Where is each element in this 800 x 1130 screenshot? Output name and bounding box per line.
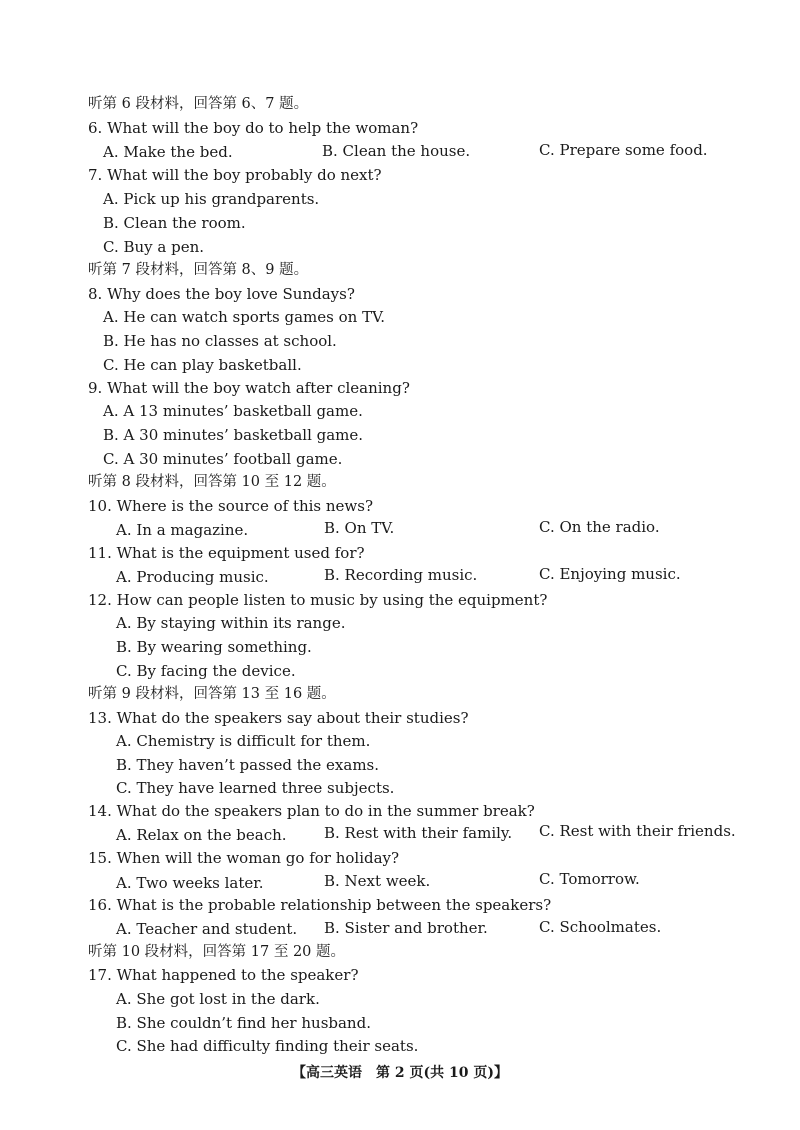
- question-15: 15. When will the woman go for holiday?: [88, 849, 400, 867]
- option-c: C. Schoolmates.: [539, 918, 662, 936]
- option-a: A. Pick up his grandparents.: [103, 190, 320, 208]
- option-c: C. A 30 minutes’ football game.: [103, 450, 343, 468]
- option-a: A. Relax on the beach.: [116, 826, 287, 844]
- option-a: A. Producing music.: [116, 568, 269, 586]
- question-9: 9. What will the boy watch after cleaning?: [88, 379, 410, 397]
- option-c: C. By facing the device.: [116, 662, 296, 680]
- option-b: B. She couldn’t find her husband.: [116, 1014, 371, 1032]
- option-b: B. They haven’t passed the exams.: [116, 756, 380, 774]
- question-10: 10. Where is the source of this news?: [88, 497, 374, 515]
- option-b: B. A 30 minutes’ basketball game.: [103, 426, 364, 444]
- option-c: C. Rest with their friends.: [539, 822, 736, 840]
- option-b: B. On TV.: [324, 519, 395, 537]
- question-12: 12. How can people listen to music by using the equipment?: [88, 591, 548, 609]
- option-c: C. He can play basketball.: [103, 356, 302, 374]
- section-header: 听第 10 段材料，回答第 17 至 20 题。: [88, 944, 346, 960]
- question-14: 14. What do the speakers plan to do in the summer break?: [88, 802, 535, 820]
- question-13: 13. What do the speakers say about their studies?: [88, 709, 469, 727]
- section-header: 听第 7 段材料，回答第 8、9 题。: [88, 262, 309, 278]
- section-header: 听第 9 段材料，回答第 13 至 16 题。: [88, 686, 336, 702]
- option-c: C. She had difficulty finding their seats.: [116, 1037, 419, 1055]
- question-6: 6. What will the boy do to help the woman?: [88, 119, 419, 137]
- question-11: 11. What is the equipment used for?: [88, 544, 365, 562]
- option-b: B. By wearing something.: [116, 638, 312, 656]
- option-c: C. Prepare some food.: [539, 141, 708, 159]
- option-b: B. Sister and brother.: [324, 919, 488, 937]
- option-b: B. He has no classes at school.: [103, 332, 337, 350]
- option-c: C. Tomorrow.: [539, 870, 640, 888]
- question-7: 7. What will the boy probably do next?: [88, 166, 382, 184]
- option-a: A. She got lost in the dark.: [116, 990, 320, 1008]
- option-a: A. A 13 minutes’ basketball game.: [103, 402, 363, 420]
- option-b: B. Recording music.: [324, 566, 478, 584]
- section-header: 听第 6 段材料，回答第 6、7 题。: [88, 96, 309, 112]
- option-a: A. Chemistry is difficult for them.: [116, 732, 371, 750]
- option-b: B. Rest with their family.: [324, 824, 513, 842]
- option-b: B. Clean the house.: [322, 142, 471, 160]
- option-a: A. By staying within its range.: [116, 614, 346, 632]
- page-footer: 【高三英语 第 2 页(共 10 页)】: [292, 1065, 508, 1081]
- option-c: C. Buy a pen.: [103, 238, 205, 256]
- option-a: A. Teacher and student.: [116, 920, 298, 938]
- option-c: C. Enjoying music.: [539, 565, 681, 583]
- option-a: A. In a magazine.: [116, 521, 249, 539]
- question-8: 8. Why does the boy love Sundays?: [88, 285, 355, 303]
- section-header: 听第 8 段材料，回答第 10 至 12 题。: [88, 474, 336, 490]
- option-b: B. Next week.: [324, 872, 431, 890]
- option-a: A. Two weeks later.: [116, 874, 264, 892]
- option-a: A. Make the bed.: [103, 143, 233, 161]
- option-c: C. On the radio.: [539, 518, 660, 536]
- option-a: A. He can watch sports games on TV.: [103, 308, 386, 326]
- question-17: 17. What happened to the speaker?: [88, 966, 359, 984]
- option-b: B. Clean the room.: [103, 214, 246, 232]
- question-16: 16. What is the probable relationship between the speakers?: [88, 896, 552, 914]
- option-c: C. They have learned three subjects.: [116, 779, 395, 797]
